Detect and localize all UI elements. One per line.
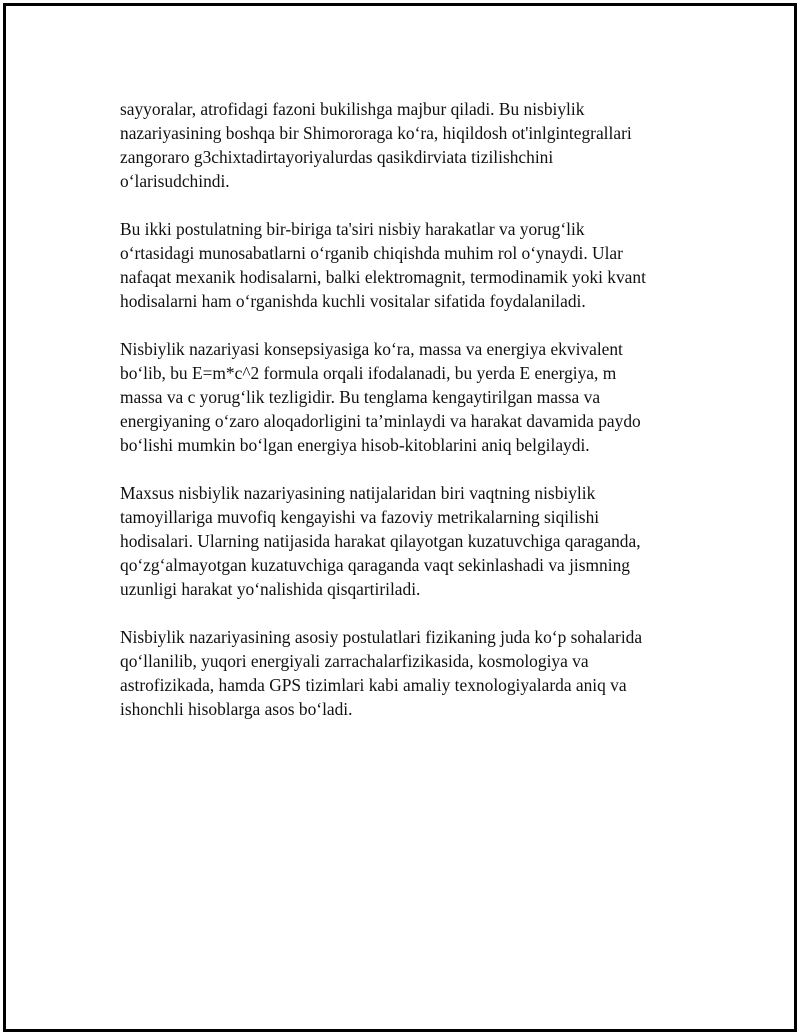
- text-line: nazariyasining boshqa bir Shimororaga ko‘ra, hiqildosh ot'inlgintegrallari: [120, 123, 632, 143]
- text-line: qo‘zg‘almayotgan kuzatuvchiga qaraganda vaqt sekinlashadi va jismning: [120, 555, 630, 575]
- text-line: o‘rtasidagi munosabatlarni o‘rganib chiqishda muhim rol o‘ynaydi. Ular: [120, 243, 623, 263]
- text-line: tamoyillariga muvofiq kengayishi va fazoviy metrikalarning siqilishi: [120, 507, 600, 527]
- text-line: Bu ikki postulatning bir-biriga ta'siri nisbiy harakatlar va yorug‘lik: [120, 219, 585, 239]
- paragraph-2: [120, 217, 680, 313]
- text-line: massa va c yorug‘lik tezligidir. Bu tenglama kengaytirilgan massa va: [120, 387, 601, 407]
- document-page: [3, 3, 797, 1032]
- text-line: qo‘llanilib, yuqori energiyali zarrachalarfizikasida, kosmologiya va: [120, 651, 589, 671]
- paragraph-3: [120, 337, 680, 457]
- text-line: Maxsus nisbiylik nazariyasining natijalaridan biri vaqtning nisbiylik: [120, 483, 596, 503]
- text-line: sayyoralar, atrofidagi fazoni bukilishga majbur qiladi. Bu nisbiylik: [120, 99, 585, 119]
- text-line: bo‘lishi mumkin bo‘lgan energiya hisob-kitoblarini aniq belgilaydi.: [120, 435, 590, 455]
- text-line: bo‘lib, bu E=m*c^2 formula orqali ifodalanadi, bu yerda E energiya, m: [120, 363, 617, 383]
- text-line: astrofizikada, hamda GPS tizimlari kabi amaliy texnologiyalarda aniq va: [120, 675, 627, 695]
- paragraph-5: [120, 625, 680, 721]
- paragraph-4: [120, 481, 680, 601]
- text-line: hodisalarni ham o‘rganishda kuchli vositalar sifatida foydalaniladi.: [120, 291, 586, 311]
- paragraph-1: [120, 97, 680, 193]
- text-line: Nisbiylik nazariyasining asosiy postulatlari fizikaning juda ko‘p sohalarida: [120, 627, 643, 647]
- text-line: Nisbiylik nazariyasi konsepsiyasiga ko‘ra, massa va energiya ekvivalent: [120, 339, 623, 359]
- text-line: ishonchli hisoblarga asos bo‘ladi.: [120, 699, 353, 719]
- text-line: o‘larisudchindi.: [120, 171, 230, 191]
- text-line: hodisalari. Ularning natijasida harakat qilayotgan kuzatuvchiga qaraganda,: [120, 531, 641, 551]
- text-line: nafaqat mexanik hodisalarni, balki elektromagnit, termodinamik yoki kvant: [120, 267, 646, 287]
- text-line: energiyaning o‘zaro aloqadorligini ta’minlaydi va harakat davamida paydo: [120, 411, 641, 431]
- document-body: [120, 97, 680, 745]
- text-line: uzunligi harakat yo‘nalishida qisqartiriladi.: [120, 579, 421, 599]
- text-line: zangoraro g3chixtadirtayoriyalurdas qasikdirviata tizilishchini: [120, 147, 554, 167]
